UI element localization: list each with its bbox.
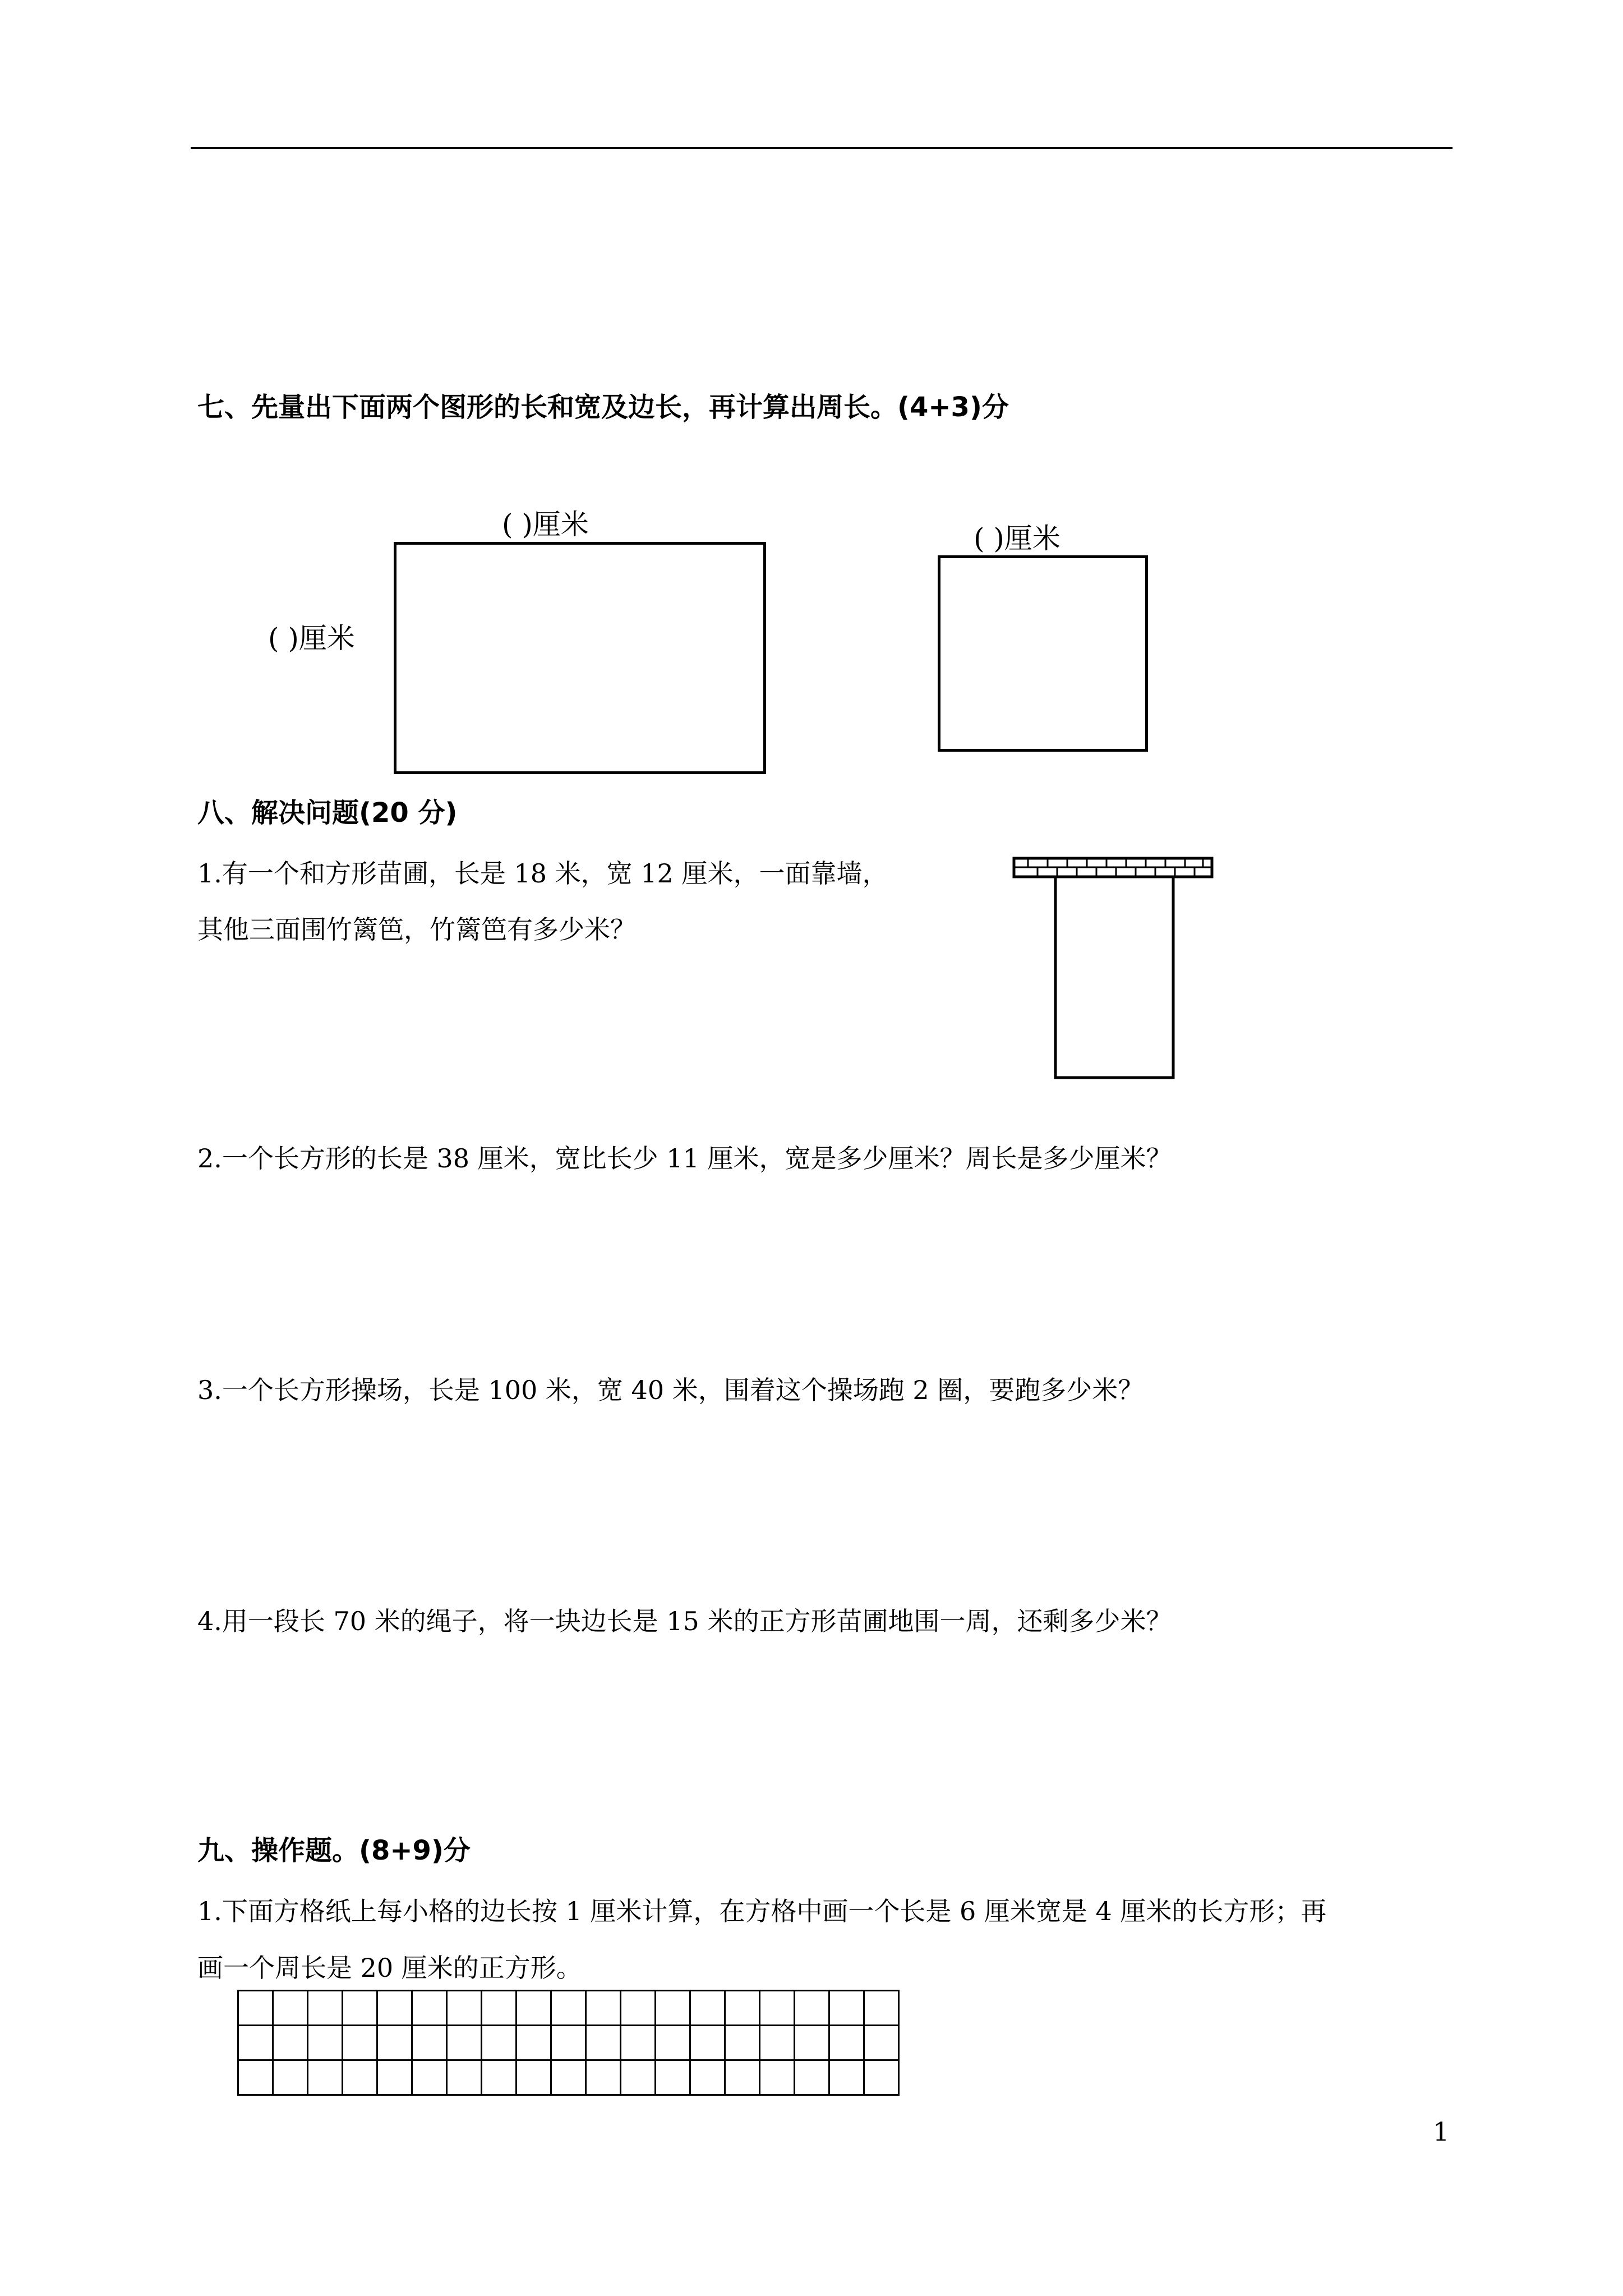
- grid-cell: [308, 2060, 343, 2095]
- grid-cell: [308, 1991, 343, 2026]
- grid-cell: [447, 2060, 482, 2095]
- section-8-heading: 八、解决问题(20 分): [197, 797, 458, 829]
- grid-cell: [482, 2026, 517, 2060]
- section-9-heading: 九、操作题。(8+9)分: [197, 1835, 471, 1866]
- grid-cell: [482, 2060, 517, 2095]
- grid-cell: [482, 1991, 517, 2026]
- grid-cell: [447, 1991, 482, 2026]
- grid-cell: [273, 2026, 308, 2060]
- grid-cell: [864, 2060, 899, 2095]
- grid-cell: [377, 1991, 412, 2026]
- grid-cell: [725, 2026, 760, 2060]
- grid-cell: [517, 2026, 551, 2060]
- header-rule: [191, 147, 1453, 149]
- grid-cell: [377, 2060, 412, 2095]
- grid-cell: [760, 2060, 795, 2095]
- grid-cell: [656, 1991, 690, 2026]
- question-9-1-line2: 画一个周长是 20 厘米的正方形。: [197, 1953, 582, 1983]
- grid-cell: [412, 1991, 447, 2026]
- grid-cell: [795, 1991, 829, 2026]
- grid-cell: [308, 2026, 343, 2060]
- grid-cell: [621, 2060, 656, 2095]
- grid-cell: [551, 2060, 586, 2095]
- question-8-1-line2: 其他三面围竹篱笆，竹篱笆有多少米？: [197, 914, 636, 945]
- grid-cell: [551, 1991, 586, 2026]
- grid-cell: [690, 2026, 725, 2060]
- rectangle-top-label: ( )厘米: [502, 508, 589, 541]
- grid-row: [238, 2060, 899, 2095]
- nursery-rectangle: [1055, 877, 1173, 1078]
- grid-cell: [412, 2026, 447, 2060]
- grid-cell: [586, 2026, 621, 2060]
- square-grid-paper: [237, 1990, 900, 2096]
- page-number: 1: [1433, 2116, 1450, 2147]
- brick-wall-icon: [1014, 858, 1212, 877]
- grid-cell: [795, 2060, 829, 2095]
- section-7-heading: 七、先量出下面两个图形的长和宽及边长，再计算出周长。(4+3)分: [197, 392, 1009, 423]
- grid-cell: [760, 1991, 795, 2026]
- rectangle-side-label: ( )厘米: [268, 622, 355, 655]
- grid-cell: [273, 2060, 308, 2095]
- grid-cell: [656, 2060, 690, 2095]
- grid-cell: [725, 2060, 760, 2095]
- grid-cell: [273, 1991, 308, 2026]
- grid-cell: [864, 1991, 899, 2026]
- grid-cell: [586, 2060, 621, 2095]
- grid-cell: [412, 2060, 447, 2095]
- grid-cell: [447, 2026, 482, 2060]
- wall-and-nursery-diagram: [1012, 855, 1217, 1080]
- grid-cell: [760, 2026, 795, 2060]
- grid-cell: [343, 2060, 377, 2095]
- question-8-1-line1: 1.有一个和方形苗圃，长是 18 米，宽 12 厘米，一面靠墙，: [197, 858, 888, 889]
- grid-cell: [586, 1991, 621, 2026]
- grid-row: [238, 1991, 899, 2026]
- grid-cell: [343, 2026, 377, 2060]
- grid-cell: [238, 1991, 273, 2026]
- grid-cell: [829, 2026, 864, 2060]
- grid-cell: [621, 2026, 656, 2060]
- grid-cell: [551, 2026, 586, 2060]
- grid-row: [238, 2026, 899, 2060]
- grid-cell: [656, 2026, 690, 2060]
- rectangle-shape: [394, 542, 766, 774]
- grid-cell: [377, 2026, 412, 2060]
- question-8-3: 3.一个长方形操场，长是 100 米，宽 40 米，围着这个操场跑 2 圈，要跑多少米？: [197, 1375, 1144, 1405]
- grid-cell: [517, 1991, 551, 2026]
- square-top-label: ( )厘米: [974, 522, 1061, 555]
- square-shape: [938, 555, 1148, 752]
- question-8-4: 4.用一段长 70 米的绳子，将一块边长是 15 米的正方形苗圃地围一周，还剩多少米？: [197, 1606, 1172, 1636]
- question-8-2: 2.一个长方形的长是 38 厘米，宽比长少 11 厘米，宽是多少厘米？周长是多少厘米？: [197, 1143, 1172, 1174]
- grid-cell: [829, 2060, 864, 2095]
- grid-cell: [795, 2026, 829, 2060]
- grid-cell: [690, 2060, 725, 2095]
- grid-cell: [343, 1991, 377, 2026]
- grid-cell: [238, 2026, 273, 2060]
- grid-cell: [517, 2060, 551, 2095]
- grid-cell: [829, 1991, 864, 2026]
- grid-cell: [725, 1991, 760, 2026]
- grid-cell: [864, 2026, 899, 2060]
- question-9-1-line1: 1.下面方格纸上每小格的边长按 1 厘米计算，在方格中画一个长是 6 厘米宽是 4 厘米的长方形；再: [197, 1896, 1327, 1926]
- grid-cell: [238, 2060, 273, 2095]
- grid-cell: [621, 1991, 656, 2026]
- grid-cell: [690, 1991, 725, 2026]
